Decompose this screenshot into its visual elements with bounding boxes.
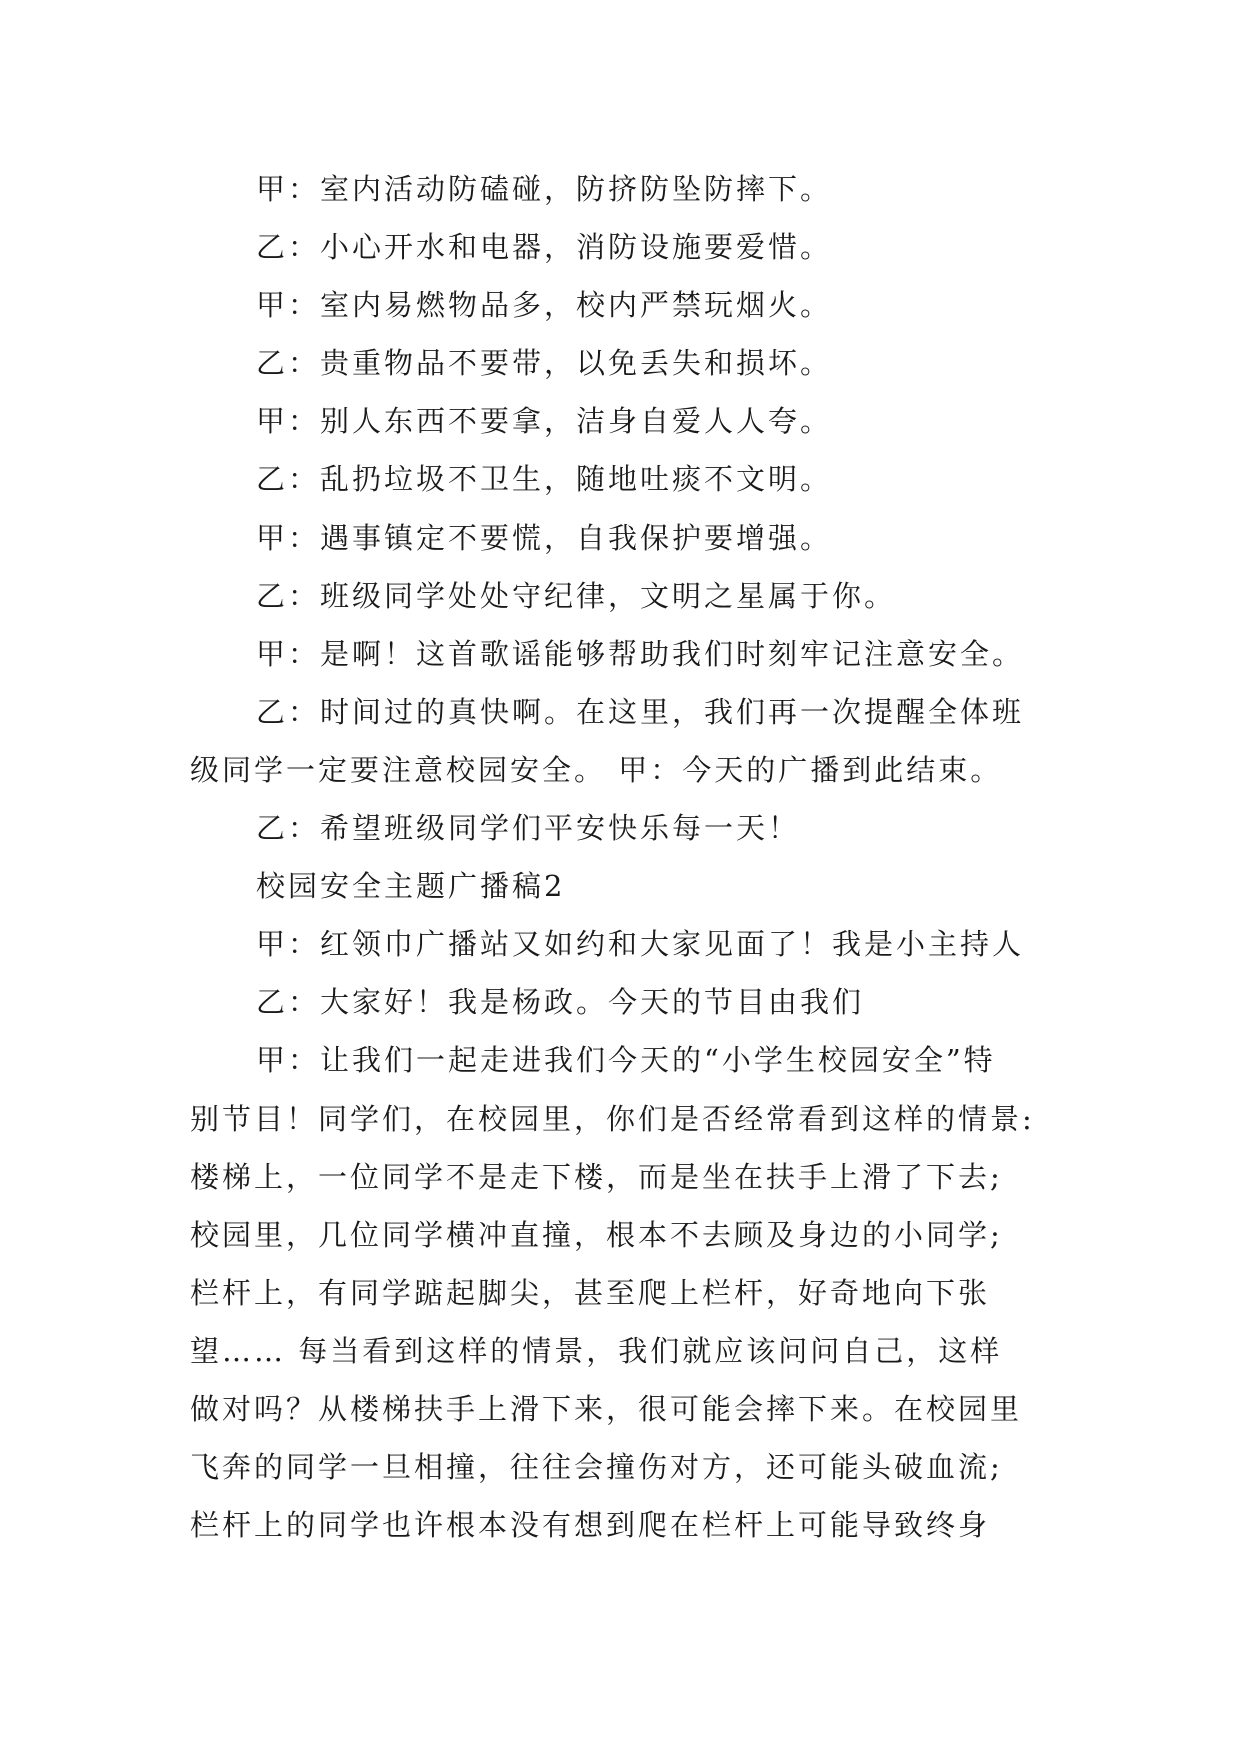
text-line: 甲：室内活动防磕碰，防挤防坠防摔下。	[256, 172, 833, 206]
text-line: 乙：大家好！我是杨政。今天的节目由我们	[256, 985, 865, 1020]
text-line: 别节目！同学们，在校园里，你们是否经常看到这样的情景:	[190, 1101, 1035, 1136]
text-line: 乙：小心开水和电器，消防设施要爱惜。	[256, 230, 833, 265]
text-line: 乙：希望班级同学们平安快乐每一天！	[256, 811, 801, 846]
text-line: 甲：让我们一起走进我们今天的“小学生校园安全”特	[256, 1043, 996, 1078]
text-line: 甲：室内易燃物品多，校内严禁玩烟火。	[256, 288, 833, 323]
text-line: 校园里，几位同学横冲直撞，根本不去顾及身边的小同学;	[190, 1217, 1003, 1252]
text-line: 楼梯上，一位同学不是走下楼，而是坐在扶手上滑了下去;	[190, 1159, 1003, 1194]
text-line: 乙：贵重物品不要带，以免丢失和损坏。	[256, 346, 833, 381]
text-line: 甲：红领巾广播站又如约和大家见面了！我是小主持人	[256, 927, 1025, 962]
text-line: 望…… 每当看到这样的情景，我们就应该问问自己，这样	[190, 1333, 1003, 1368]
text-line: 甲：别人东西不要拿，洁身自爱人人夸。	[256, 404, 833, 439]
text-line: 栏杆上的同学也许根本没有想到爬在栏杆上可能导致终身	[190, 1508, 991, 1543]
section-heading: 校园安全主题广播稿2	[256, 869, 566, 904]
text-line: 甲：遇事镇定不要慌，自我保护要增强。	[256, 520, 833, 555]
text-line: 做对吗？从楼梯扶手上滑下来，很可能会摔下来。在校园里	[190, 1391, 1023, 1426]
text-line: 乙：时间过的真快啊。在这里，我们再一次提醒全体班	[256, 694, 1025, 729]
text-line: 甲：是啊！这首歌谣能够帮助我们时刻牢记注意安全。	[256, 636, 1025, 671]
text-line: 级同学一定要注意校园安全。 甲：今天的广播到此结束。	[190, 752, 1003, 787]
text-line: 飞奔的同学一旦相撞，往往会撞伤对方，还可能头破血流;	[190, 1450, 1003, 1485]
text-line: 栏杆上，有同学踮起脚尖，甚至爬上栏杆，好奇地向下张	[190, 1275, 991, 1310]
text-line: 乙：乱扔垃圾不卫生，随地吐痰不文明。	[256, 462, 833, 497]
document-body	[190, 160, 1070, 1554]
text-line: 乙：班级同学处处守纪律，文明之星属于你。	[256, 578, 897, 613]
